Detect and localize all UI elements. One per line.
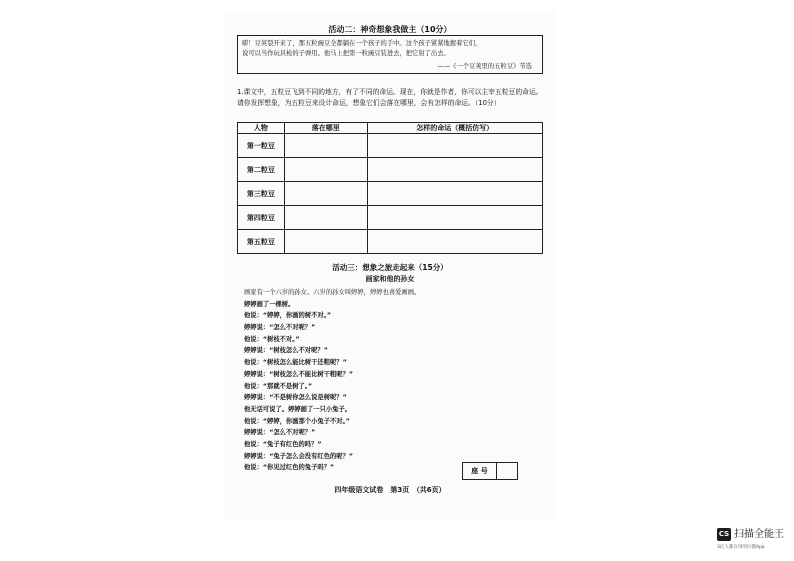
row-label: 第四粒豆 bbox=[238, 206, 285, 230]
story-line: 他说：“树枝不对。” bbox=[244, 335, 300, 343]
story-line: 他说：“那就不是树了。” bbox=[244, 382, 313, 390]
activity3-title: 活动三：想象之旅走起来（15分） bbox=[332, 263, 448, 272]
story-line: 婷婷说：“怎么不对呢？” bbox=[244, 429, 316, 437]
seat-number-box bbox=[462, 462, 518, 480]
camscanner-name: 扫描全能王 bbox=[734, 529, 784, 540]
header-fate: 怎样的命运（概括仿写） bbox=[367, 123, 542, 134]
quote-source: ——《一个豆荚里的五粒豆》节选 bbox=[437, 63, 532, 70]
where-answer-cell[interactable] bbox=[284, 230, 367, 254]
seat-number-label: 座 号 bbox=[463, 463, 497, 479]
story-line: 他说：“你见过红色的兔子吗？” bbox=[244, 464, 335, 472]
row-label: 第二粒豆 bbox=[238, 158, 285, 182]
seat-number-field[interactable] bbox=[497, 463, 517, 479]
quote-line-2: 说可以当作玩具枪的子弹用。他马上把第一粒豌豆装进去，把它射了出去。 bbox=[242, 50, 450, 57]
where-answer-cell[interactable] bbox=[284, 182, 367, 206]
table-row bbox=[238, 134, 543, 158]
where-answer-cell[interactable] bbox=[284, 206, 367, 230]
table-row bbox=[238, 158, 543, 182]
story-line: 他无话可说了。婷婷画了一只小兔子。 bbox=[244, 405, 352, 413]
header-where: 落在哪里 bbox=[284, 123, 367, 134]
table-row bbox=[238, 230, 543, 254]
camscanner-tagline: 3亿人都在用的扫描App bbox=[717, 545, 765, 550]
table-row bbox=[238, 182, 543, 206]
table-header-row bbox=[238, 123, 543, 134]
header-character: 人物 bbox=[238, 123, 285, 134]
fate-answer-cell[interactable] bbox=[367, 230, 542, 254]
row-label: 第一粒豆 bbox=[238, 134, 285, 158]
page-footer: 四年级语文试卷 第3页 （共6页） bbox=[334, 486, 446, 494]
question-1: 1.课文中，五粒豆飞到不同的地方，有了不同的命运。现在，你就是作者，你可以主宰五粒豆的命运。请你发挥想象，为五粒豆来设计命运，想象它们会落在哪里，会有怎样的命运。（10分） bbox=[237, 88, 543, 107]
story-line: 婷婷说：“兔子怎么会没有红色的呢？” bbox=[244, 452, 354, 460]
story-line: 婷婷说：“树枝怎么不能比树干粗呢？” bbox=[244, 370, 354, 378]
fate-answer-cell[interactable] bbox=[367, 134, 542, 158]
story-line: 他说：“婷婷，你画那个小兔子不对。” bbox=[244, 417, 350, 425]
fate-answer-cell[interactable] bbox=[367, 206, 542, 230]
where-answer-cell[interactable] bbox=[284, 134, 367, 158]
quote-box bbox=[237, 35, 543, 74]
table-row bbox=[238, 206, 543, 230]
story-line: 他说：“兔子有红色的吗？” bbox=[244, 440, 322, 448]
row-label: 第三粒豆 bbox=[238, 182, 285, 206]
story-line: 婷婷说：“树枝怎么不对呢？” bbox=[244, 347, 328, 355]
story-title: 画家和他的孙女 bbox=[365, 275, 415, 283]
story-line: 他说：“树枝怎么能比树干还粗呢？” bbox=[244, 359, 347, 367]
where-answer-cell[interactable] bbox=[284, 158, 367, 182]
activity2-title: 活动二：神奇想象我做主（10分） bbox=[328, 25, 452, 34]
story-line: 画家有一个六岁的孙女。六岁的孙女叫婷婷，婷婷也喜爱画画。 bbox=[244, 289, 421, 296]
bean-fate-table bbox=[237, 122, 543, 254]
quote-line-1: 嘭！豆荚裂开来了，那五粒豌豆全都躺在一个孩子的手中。这个孩子紧紧地握着它们， bbox=[242, 40, 482, 47]
story-text bbox=[244, 287, 544, 474]
row-label: 第五粒豆 bbox=[238, 230, 285, 254]
fate-answer-cell[interactable] bbox=[367, 182, 542, 206]
story-line: 他说：“婷婷，你画的树不对。” bbox=[244, 312, 331, 320]
story-line: 婷婷说：“不是树你怎么说是树呢？” bbox=[244, 394, 347, 402]
fate-answer-cell[interactable] bbox=[367, 158, 542, 182]
story-line: 婷婷说：“怎么不对呢？” bbox=[244, 324, 316, 332]
story-line: 婷婷画了一棵树。 bbox=[244, 300, 295, 308]
camscanner-logo-icon: CS bbox=[717, 528, 731, 541]
